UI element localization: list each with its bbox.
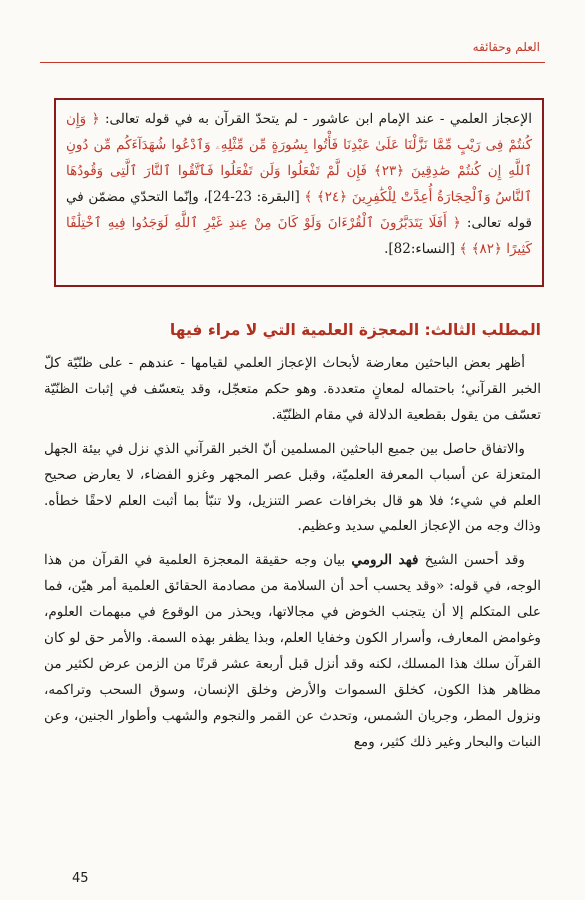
- quote-box: [54, 98, 544, 287]
- running-header: العلم وحقائقه: [472, 40, 540, 54]
- page-number: 45: [72, 871, 89, 886]
- quran-verse-nisa: ﴿ أَفَلَا يَتَدَبَّرُونَ ٱلْقُرْءَانَ وَلَوْ كَانَ مِنْ عِندِ غَيْرِ ٱللَّهِ لَوَجَدُوا فِيهِ ٱخْتِلَٰفًا كَثِيرًا ﴿٨٢﴾ ﴾: [66, 215, 532, 257]
- paragraph-3: [44, 548, 541, 755]
- paragraph-3-lead: وقد أحسن الشيخ: [418, 552, 525, 569]
- verse-reference-baqarah: [البقرة: 23-24]، وإنّما التحدّي مضمّن في قوله تعالى:: [66, 189, 532, 231]
- header-rule: [40, 62, 545, 63]
- verse-reference-nisa: [النساء:82].: [384, 241, 456, 257]
- body-text: [44, 351, 541, 764]
- paragraph-3-body: بيان وجه حقيقة المعجزة العلمية في القرآن من هذا الوجه، في قوله: «وقد يحسب أحد أن السلامة من مصادمة الحقائق العلمية أمر هيّن، فما على المتكلم إلا أن يتجنب الخوض في مجالاتها، ويحذر من الوقوع في مبهمات العلوم، وغوامض المعارف، وأسرار الكون وخفايا العلم، وبذا يظفر بهذه السمة. والأمر حق لو كان القرآن سلك هذا المسلك، لكنه وقد أنزل قبل أربعة عشر قرنًا من الزمن عرض لكثير من مظاهر هذا الكون، كخلق السموات والأرض وخلق الإنسان، وسوق السحب وتراكمه، ونزول المطر، وجريان الشمس، وتحدث عن القمر والنجوم والشهب وأطوار الجنين، وعن النبات والبحار وغير ذلك كثير، ومع: [44, 552, 541, 750]
- section-heading: المطلب الثالث: المعجزة العلمية التي لا مراء فيها: [169, 321, 541, 339]
- quote-intro: الإعجاز العلمي - عند الإمام ابن عاشور - لم يتحدّ القرآن به في قوله تعالى:: [104, 111, 532, 127]
- paragraph-1: أظهر بعض الباحثين معارضة لأبحاث الإعجاز العلمي لقيامها - عندهم - على ظنّيّة كلّ الخبر القرآني؛ باحتماله لمعانٍ متعددة. وهو حكم متعجّل، وقد يتعسّف في إثبات الظنّيّة تعسّف من يقول بقطعية الدلالة في مقام الظنّيّة.: [44, 355, 541, 423]
- author-name: فهد الرومي: [351, 552, 419, 569]
- paragraph-2: والاتفاق حاصل بين جميع الباحثين المسلمين أنّ الخبر القرآني الذي نزل في بيئة الجهل المتعزلة عن أسباب المعرفة العلميّة، وقبل عصر المجهر وغزو الفضاء، لا يعارض صحيح العلم في شيء؛ فلا هو قال بخرافات عصر التنزيل، ولا تنبّأ بما أثبت العلم لاحقًا خطأه. وذاك وجه من الإعجاز العلمي سديد وعظيم.: [44, 440, 541, 535]
- quran-verse-baqarah: ﴿ وَإِن كُنتُمْ فِى رَيْبٍ مِّمَّا نَزَّلْنَا عَلَىٰ عَبْدِنَا فَأْتُوا بِسُورَةٍ مِّن مِّثْلِهِۦ وَٱدْعُوا شُهَدَآءَكُم مِّن دُونِ ٱللَّهِ إِن كُنتُمْ صَٰدِقِينَ ﴿٢٣﴾ فَإِن لَّمْ تَفْعَلُوا وَلَن تَفْعَلُوا فَٱتَّقُوا ٱلنَّارَ ٱلَّتِى وَقُودُهَا ٱلنَّاسُ وَٱلْحِجَارَةُ أُعِدَّتْ لِلْكَٰفِرِينَ ﴿٢٤﴾ ﴾: [66, 111, 532, 205]
